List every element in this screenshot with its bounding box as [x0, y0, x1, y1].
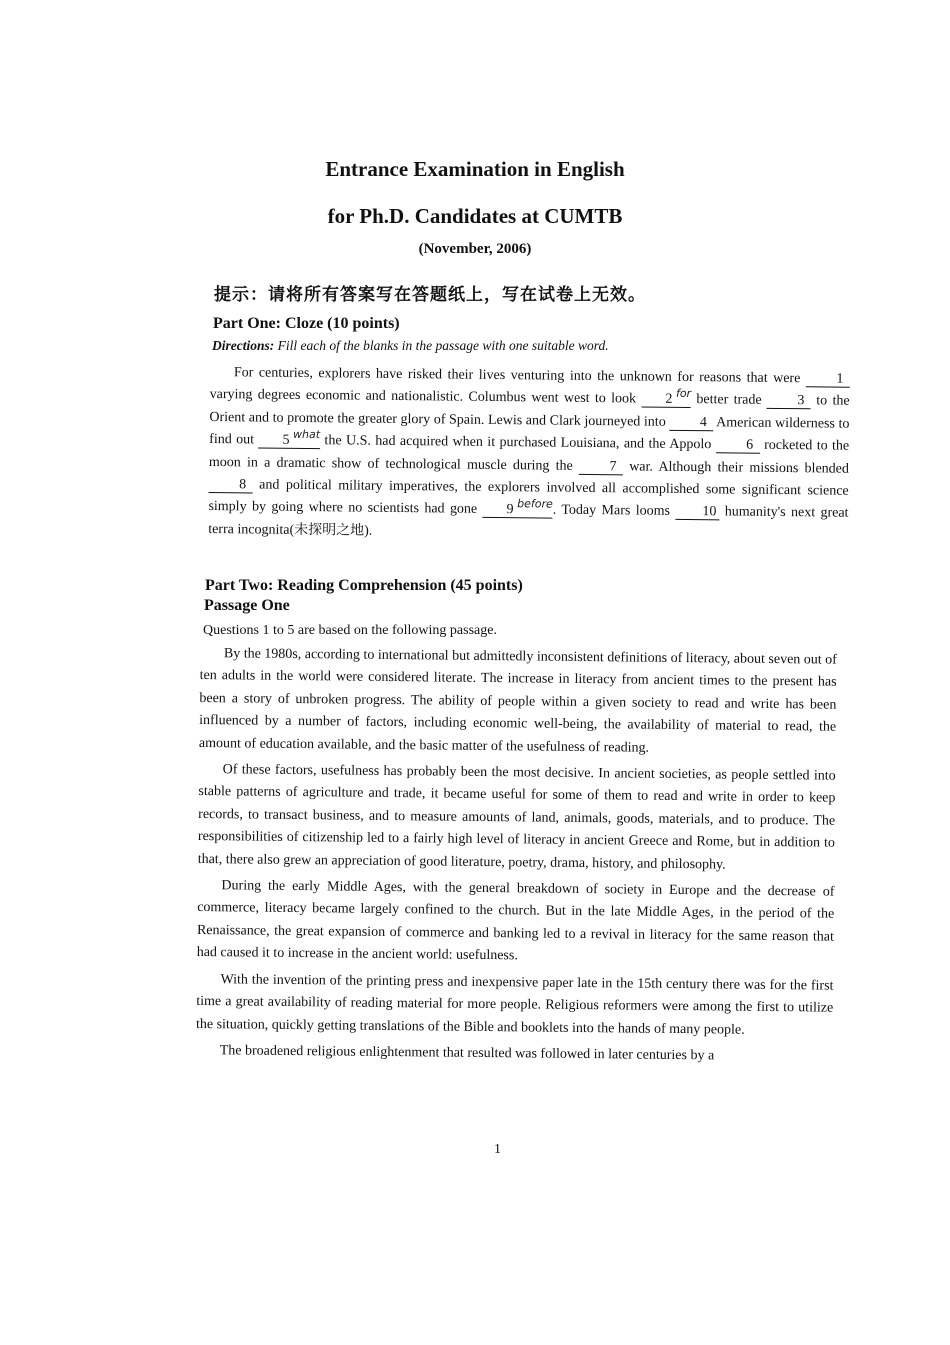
part-two-heading: Part Two: Reading Comprehension (45 points) [205, 577, 523, 594]
exam-date: (November, 2006) [418, 241, 532, 257]
cloze-text: better trade [696, 392, 762, 409]
exam-title: Entrance Examination in English [325, 157, 625, 181]
directions-label: Directions: [212, 338, 275, 353]
cloze-blank-7: 7 [579, 459, 623, 474]
cloze-text: and political military imperatives, the explorers involved all accomplished some significant science simply by going where no scientists had gone [208, 477, 849, 518]
exam-subtitle: for Ph.D. Candidates at CUMTB [327, 204, 623, 228]
cloze-blank-1: 1 [806, 372, 850, 387]
cloze-text: For centuries, explorers have risked their lives venturing into the unknown for reasons that were [233, 365, 801, 387]
cloze-blank-3: 3 [767, 394, 811, 409]
answer-sheet-notice: 提示：请将所有答案写在答题纸上，写在试卷上无效。 [214, 285, 646, 304]
passage-paragraph: During the early Middle Ages, with the general breakdown of society in Europe and the decrease of commerce, literacy became largely confined to the church. But in the late Middle Ages, in the period of the Renaissance, the great expansion of commerce and banking led to a revival in literacy for the same reason that had caused it to increase in the ancient world: usefulness. [196, 878, 835, 964]
part-one-heading: Part One: Cloze (10 points) [213, 315, 400, 332]
cloze-text: rocketed to the moon in a dramatic show of technological muscle during the [208, 438, 850, 474]
cloze-blank-10: 10 [675, 505, 719, 520]
cloze-text: to the Orient and to promote the greater glory of Spain. Lewis and Clark journeyed into [209, 393, 850, 430]
cloze-text: American wilderness to find out [209, 415, 850, 448]
directions-text: Fill each of the blanks in the passage with one suitable word. [277, 338, 609, 353]
cloze-text: . Today Mars looms [552, 503, 671, 520]
cloze-blank-9 [483, 497, 553, 519]
passage-paragraph: Of these factors, usefulness has probably been the most decisive. In ancient societies, as people settled into stable patterns of agriculture and trade, it became useful for some of them to read and write in order to keep records, to transact business, and to measure amounts of land, animals, goods, materials, and to produce. The responsibilities of citizenship led to a fairly high level of literacy in ancient Greece and Rome, but in addition to that, there also grew an appreciation of good literature, poetry, drama, history, and philosophy. [197, 762, 836, 873]
handwritten-answer: what [292, 428, 321, 442]
passage-paragraph: By the 1980s, according to international but admittedly inconsistent definitions of literacy, about seven out of ten adults in the world were considered literate. The increase in literacy from ancient times to the present has been a story of unbroken progress. The ability of people within a given society to read and write has been influenced by a number of factors, including economic well-being, the availability of material to read, the amount of education available, and the basic matter of the usefulness of reading. [198, 646, 837, 756]
cloze-blank-5 [258, 428, 321, 450]
cloze-blank-6: 6 [716, 439, 760, 454]
page-number: 1 [494, 1142, 501, 1157]
cloze-blank-8: 8 [209, 478, 253, 493]
handwritten-answer: before [517, 497, 553, 512]
cloze-blank-4: 4 [669, 416, 713, 431]
handwritten-answer: for [675, 387, 692, 401]
cloze-text: humanity's next great terra incognita(未探明之地). [208, 504, 849, 539]
blank-number: 5 [282, 432, 290, 449]
blank-number: 2 [665, 392, 673, 408]
blank-number: 9 [506, 502, 514, 518]
cloze-text: varying degrees economic and nationalistic. Columbus went west to look [209, 387, 637, 407]
cloze-text: war. Although their missions blended [629, 459, 849, 477]
part-one-directions [212, 338, 609, 354]
passage-title: Passage One [204, 597, 290, 614]
cloze-blank-2 [641, 387, 692, 409]
passage-intro: Questions 1 to 5 are based on the following passage. [203, 623, 497, 638]
reading-passage [196, 643, 837, 1069]
passage-paragraph: With the invention of the printing press and inexpensive paper late in the 15th century there was for the first time a great availability of reading material for more people. Religious reformers were among the first to utilize the situation, quickly getting translations of the Bible and booklets into the hands of many people. [195, 971, 834, 1038]
cloze-text: the U.S. had acquired when it purchased Louisiana, and the Appolo [324, 433, 712, 453]
passage-paragraph: The broadened religious enlightenment that resulted was followed in later centuries by a [219, 1043, 715, 1064]
cloze-passage [208, 362, 850, 548]
